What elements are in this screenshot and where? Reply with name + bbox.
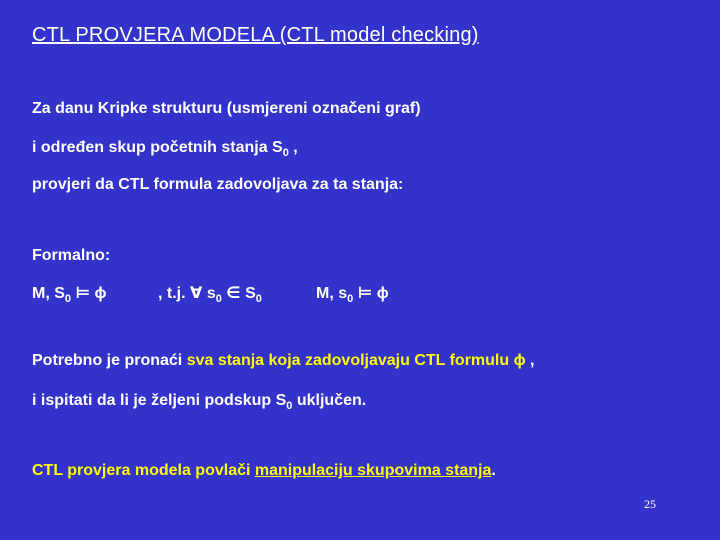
subscript: 0 [282, 147, 289, 159]
element-of-text: ∈ S [221, 285, 256, 302]
satisfies-symbol: ⊨ ϕ [353, 285, 389, 302]
intro-line-2-end: , [288, 139, 298, 156]
subscript: 0 [286, 400, 293, 412]
formal-label: Formalno: [32, 247, 111, 264]
potrebno-line-1 [32, 352, 534, 370]
potrebno-line-2-text: i ispitati da li je željeni podskup S [32, 392, 287, 409]
subscript: 0 [347, 293, 354, 305]
formal-part-1 [32, 283, 107, 305]
highlighted-text: sva stanja koja zadovoljavaju CTL formulu ϕ [186, 352, 526, 369]
intro-line-3: provjeri da CTL formula zadovoljava za ta stanja: [32, 176, 404, 193]
potrebno-line-2-end: uključen. [292, 392, 367, 409]
page-number: 25 [644, 497, 656, 511]
conclusion-period: . [491, 462, 496, 479]
formal-part-1-text: M, S [32, 285, 65, 302]
subscript: 0 [255, 293, 262, 305]
intro-line-1: Za danu Kripke strukturu (usmjereni označeni graf) [32, 100, 421, 117]
intro-line-2 [32, 139, 298, 159]
satisfies-symbol: ⊨ ϕ [71, 285, 107, 302]
potrebno-text: Potrebno je pronaći [32, 352, 187, 369]
conclusion-text: CTL provjera modela povlači [32, 462, 255, 479]
formal-part-2 [158, 283, 262, 305]
forall-text: , t.j. ∀ s [158, 285, 216, 302]
intro-line-2-text: i određen skup početnih stanja S [32, 139, 283, 156]
formal-part-3 [316, 283, 389, 305]
formal-part-3-text: M, s [316, 285, 348, 302]
subscript: 0 [64, 293, 72, 305]
conclusion-line [32, 462, 496, 480]
potrebno-line-2 [32, 392, 366, 412]
underlined-phrase: manipulaciju skupovima stanja [254, 462, 492, 479]
slide-title: CTL PROVJERA MODELA (CTL model checking) [32, 24, 479, 46]
subscript: 0 [215, 293, 222, 305]
potrebno-end: , [525, 352, 535, 369]
